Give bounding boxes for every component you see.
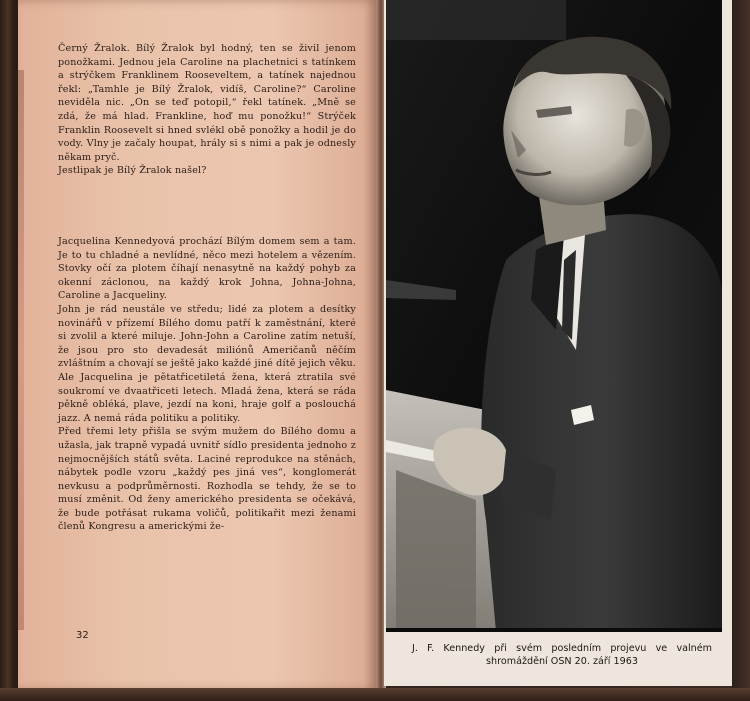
paragraph: John je rád neustále ve středu; lidé za plotem a desítky novinářů v přízemí Bílého domu patří k zaměstnání, které si zvolil a které miluje. John-John a Caroline zatím netuší, že jsou pro sto devadesát miliónů Američanů něčím zvláštním a chovají se ještě jako každé jiné dítě jejich věku. Ale Jacquelina je pětatřicetiletá žena, která ztratila své soukromí ve dvaatřiceti letech. Mladá žena, která se ráda pěkně obléká, plave, jezdí na koni, hraje golf a poslouchá jazz. A nemá ráda politiku a politiky. [58, 303, 356, 424]
paragraph: Jacquelina Kennedyová prochází Bílým domem sem a tam. Je to tu chladné a nevlídné, něco mezi hotelem a vězením. Stovky očí za plotem číhají nenasytně na každý pohyb za okenní záclonou, na každý krok Johna, Johna-Johna, Caroline a Jacqueliny. [58, 236, 356, 302]
photo-caption: J. F. Kennedy při svém posledním projevu ve valném shromáždění OSN 20. září 1963 [412, 643, 712, 667]
page-number: 32 [76, 630, 89, 641]
paragraph: Jestlipak je Bílý Žralok našel? [58, 165, 207, 177]
background-bottom-edge [0, 688, 750, 701]
kennedy-photo-illustration [386, 0, 722, 632]
right-page [384, 0, 732, 686]
page-edge-stain [18, 70, 24, 630]
paragraph: Černý Žralok. Bílý Žralok byl hodný, ten se živil jenom ponožkami. Jednou jela Caroline na plachetnici s tatínkem a strýčkem Franklinem Rooseveltem, a tatínek najednou řekl: „Tamhle je Bílý Žralok, vidíš, Caroline?“ Caroline neviděla nic. „On se teď potopil,“ řekl tatínek. „Mně se zdá, že má hlad. Frankline, hoď mu ponožku!“ Strýček Franklin Roosevelt si hned svlékl obě ponožky a hodil je do vody. Vlny je začaly houpat, hrály si s nimi a pak je odnesly někam pryč. [58, 43, 356, 163]
left-page [18, 0, 378, 690]
text-block-bottom [58, 235, 356, 534]
paragraph: Před třemi lety přišla se svým mužem do Bílého domu a užasla, jak trapně vypadá uvnitř sídlo presidenta jednoho z nejmocnějších států světa. Laciné reprodukce na stěnách, nábytek podle vzoru „každý pes jiná ves“, konglomerát nevkusu a podprůměrnosti. Rozhodla se tehdy, že se to musí změnit. Od ženy amerického presidenta se očekává, že bude potřásat rukama voličů, politikařit mezi ženami členů Kongresu a americkými že- [58, 426, 356, 533]
text-block-top [58, 42, 356, 178]
kennedy-photo [386, 0, 722, 632]
background-right-edge [732, 0, 750, 701]
